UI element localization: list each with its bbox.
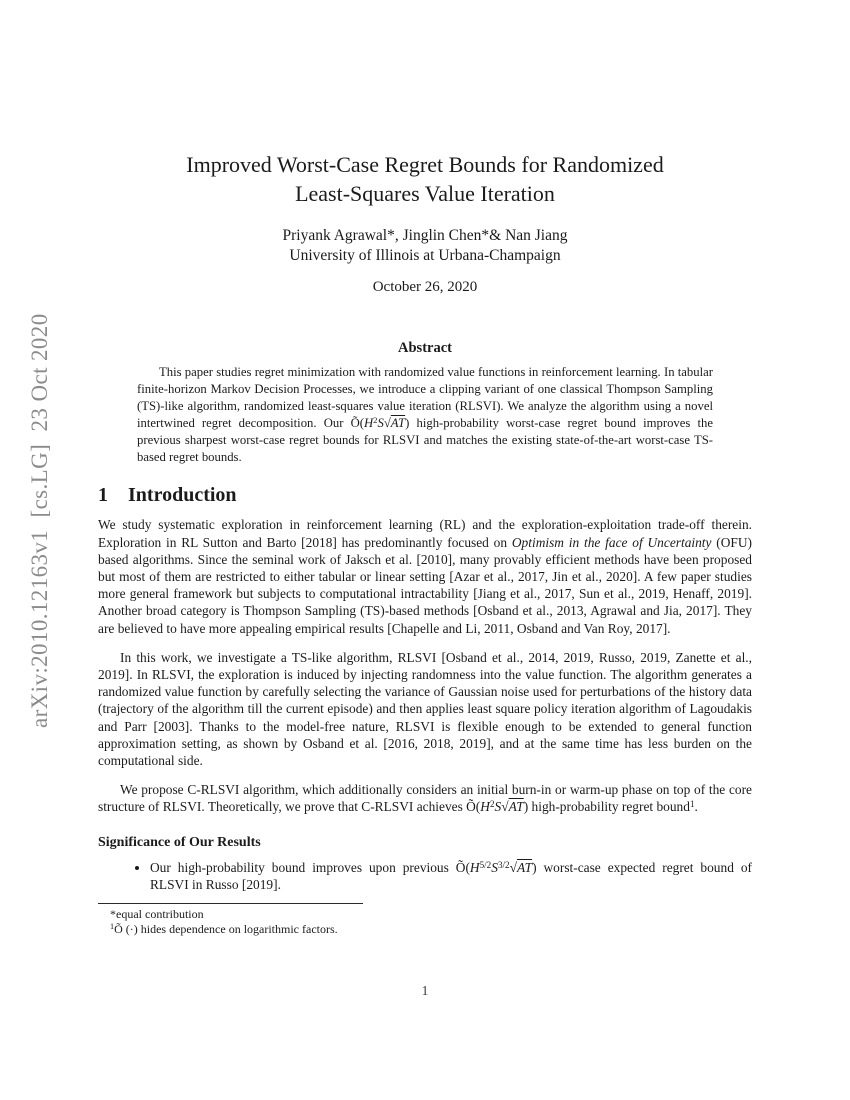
paper-title-line2: Least-Squares Value Iteration: [295, 181, 555, 206]
section-heading-introduction: [98, 482, 752, 508]
footnotes: [98, 907, 752, 937]
abstract-text: This paper studies regret minimization with randomized value functions in reinforcement learning. In tabular finite-horizon Markov Decision Processes, we introduce a clipping variant of one classical Thompson Sampling (TS)-like algorithm, randomized least-squares value iteration (RLSVI). We analyze the algorithm using a novel intertwined regret decomposition. Our $Õ(H^2S√AT)$ high-probability worst-case regret bound improves the previous sharpest worst-case regret bounds for RLSVI and matches the existing state-of-the-art worst-case TS-based regret bounds.: [137, 365, 713, 464]
page-number: 1: [421, 983, 429, 998]
intro-paragraph-1: We study systematic exploration in reinforcement learning (RL) and the exploration-exploitation trade-off therein. Exploration in RL Sutton and Barto [2018] has predominantly focused on Optimism in the face of Uncertainty (OFU) based algorithms. Since the seminal work of Jaksch et al. [2010], many provably efficient methods have been proposed but most of them are restricted to either tabular or linear setting [Azar et al., 2017, Jin et al., 2020]. A few paper studies more general framework but subjects to computational intractability [Jiang et al., 2017, Sun et al., 2019, Henaff, 2019]. Another broad category is Thompson Sampling (TS)-based methods [Osband et al., 2013, Agrawal and Jia, 2017]. They are believed to have more appealing empirical results [Chapelle and Li, 2011, Osband and Van Roy, 2017].: [98, 517, 752, 636]
footnote-rule: [98, 903, 363, 904]
paper-content: [98, 0, 752, 937]
footnote-logarithmic-factors: $^1$Õ (·) hides dependence on logarithmic factors.: [110, 922, 338, 937]
significance-heading: Significance of Our Results: [98, 834, 261, 850]
paper-title-line1: Improved Worst-Case Regret Bounds for Randomized: [186, 152, 664, 177]
author-list: Priyank Agrawal*, Jinglin Chen*& Nan Jiang: [282, 227, 568, 244]
significance-bullet-1: • Our high-probability bound improves upon previous $Õ(H^{5/2}S^{3/2}√AT)$ worst-case expected regret bound of RLSVI in Russo [2019].: [150, 859, 752, 893]
affiliation: University of Illinois at Urbana-Champaign: [289, 247, 561, 264]
footnote-equal-contribution: *equal contribution: [110, 907, 204, 922]
significance-list: [98, 859, 752, 893]
section-number: 1: [98, 484, 108, 507]
section-title: Introduction: [128, 484, 237, 507]
abstract-heading: Abstract: [398, 340, 452, 356]
paper-date: October 26, 2020: [372, 279, 478, 295]
intro-paragraph-3: We propose C-RLSVI algorithm, which additionally considers an initial burn-in or warm-up phase on top of the core structure of RLSVI. Theoretically, we prove that C-RLSVI achieves $Õ(H^2S√AT)$ high-probability regret bound$^1$.: [98, 782, 752, 815]
arxiv-watermark: arXiv:2010.12163v1 [cs.LG] 23 Oct 2020: [27, 313, 52, 729]
paper-title: [98, 150, 752, 208]
intro-paragraph-2: In this work, we investigate a TS-like algorithm, RLSVI [Osband et al., 2014, 2019, Russo, 2019, Zanette et al., 2019]. In RLSVI, the exploration is induced by injecting randomness into the value function. The algorithm generates a randomized value function by carefully selecting the variance of Gaussian noise used for perturbations of the history data (trajectory of the algorithm till the current episode) and then applies least square policy iteration algorithm of Lagoudakis and Parr [2003]. Thanks to the model-free nature, RLSVI is flexible enough to be extended to general function approximation setting, as shown by Osband et al. [2016, 2018, 2019], and at the same time has less burden on the computational side.: [98, 649, 752, 769]
